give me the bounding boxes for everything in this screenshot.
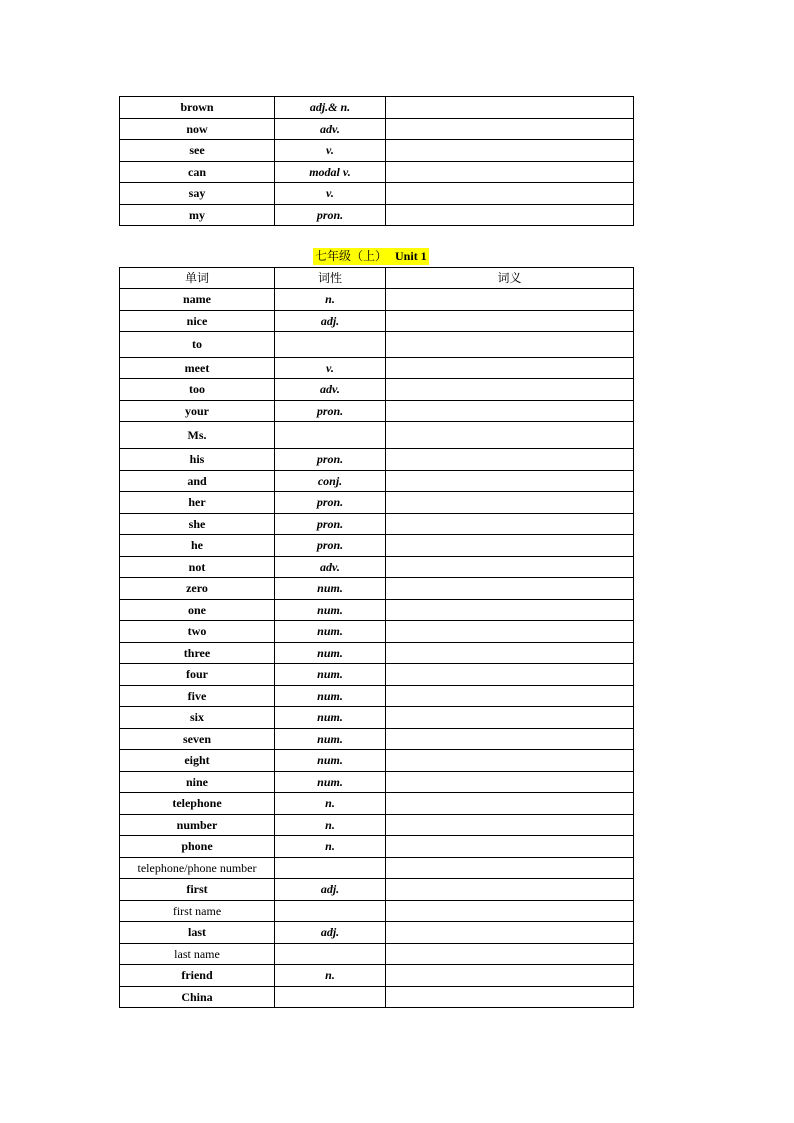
meaning-cell	[386, 140, 634, 162]
meaning-cell	[386, 901, 634, 922]
word-cell: she	[120, 514, 275, 535]
pos-cell: adj.	[275, 879, 386, 901]
word-cell: he	[120, 535, 275, 557]
word-cell: not	[120, 557, 275, 578]
table-row	[120, 664, 634, 686]
meaning-cell	[386, 750, 634, 772]
pos-cell	[275, 944, 386, 965]
meaning-cell	[386, 664, 634, 686]
word-cell: seven	[120, 729, 275, 750]
pos-cell: num.	[275, 729, 386, 750]
word-cell: and	[120, 471, 275, 492]
pos-cell: num.	[275, 750, 386, 772]
table-row	[120, 707, 634, 729]
table-row	[120, 401, 634, 422]
pos-cell: num.	[275, 772, 386, 793]
meaning-cell	[386, 578, 634, 600]
word-cell: nice	[120, 311, 275, 332]
pos-cell: n.	[275, 836, 386, 858]
table-row	[120, 858, 634, 879]
table-row	[120, 836, 634, 858]
table-row	[120, 621, 634, 643]
table-row	[120, 793, 634, 815]
table-row	[120, 901, 634, 922]
word-cell: telephone	[120, 793, 275, 815]
meaning-cell	[386, 205, 634, 226]
word-cell: say	[120, 183, 275, 205]
meaning-cell	[386, 471, 634, 492]
meaning-cell	[386, 119, 634, 140]
pos-cell: pron.	[275, 535, 386, 557]
pos-cell	[275, 858, 386, 879]
word-cell: phone	[120, 836, 275, 858]
meaning-cell	[386, 449, 634, 471]
table-row	[120, 578, 634, 600]
pos-cell: adj.	[275, 311, 386, 332]
table-row	[120, 643, 634, 664]
word-cell: four	[120, 664, 275, 686]
word-cell: his	[120, 449, 275, 471]
word-cell: number	[120, 815, 275, 836]
table-row	[120, 358, 634, 379]
meaning-cell	[386, 772, 634, 793]
meaning-cell	[386, 793, 634, 815]
table-row	[120, 449, 634, 471]
word-cell: can	[120, 162, 275, 183]
section-title	[313, 248, 429, 265]
word-cell: one	[120, 600, 275, 621]
word-cell: eight	[120, 750, 275, 772]
pos-cell	[275, 987, 386, 1008]
pos-cell: n.	[275, 815, 386, 836]
meaning-cell	[386, 422, 634, 449]
table-row	[120, 815, 634, 836]
pos-cell: num.	[275, 643, 386, 664]
word-cell: six	[120, 707, 275, 729]
meaning-cell	[386, 686, 634, 707]
meaning-cell	[386, 557, 634, 578]
word-cell: to	[120, 332, 275, 358]
word-cell: first name	[120, 901, 275, 922]
pos-cell	[275, 901, 386, 922]
table-row	[120, 922, 634, 944]
meaning-cell	[386, 621, 634, 643]
table-row	[120, 772, 634, 793]
section-title-unit: Unit 1	[395, 249, 427, 263]
word-cell: her	[120, 492, 275, 514]
meaning-cell	[386, 401, 634, 422]
meaning-cell	[386, 707, 634, 729]
vocab-table-unit1	[119, 267, 634, 1008]
word-cell: last	[120, 922, 275, 944]
table-row	[120, 535, 634, 557]
pos-cell: num.	[275, 600, 386, 621]
word-cell: five	[120, 686, 275, 707]
pos-cell: n.	[275, 965, 386, 987]
table-row	[120, 965, 634, 987]
pos-cell: pron.	[275, 205, 386, 226]
pos-cell: num.	[275, 578, 386, 600]
table-row	[120, 332, 634, 358]
word-cell: China	[120, 987, 275, 1008]
word-cell: last name	[120, 944, 275, 965]
pos-cell: adj.	[275, 922, 386, 944]
meaning-cell	[386, 836, 634, 858]
table-row	[120, 686, 634, 707]
word-cell: first	[120, 879, 275, 901]
word-cell: name	[120, 289, 275, 311]
table-row	[120, 750, 634, 772]
table-row	[120, 944, 634, 965]
word-cell: meet	[120, 358, 275, 379]
table-row	[120, 97, 634, 119]
meaning-cell	[386, 289, 634, 311]
pos-cell: pron.	[275, 492, 386, 514]
meaning-cell	[386, 358, 634, 379]
pos-cell: adj.& n.	[275, 97, 386, 119]
pos-cell: v.	[275, 140, 386, 162]
meaning-cell	[386, 332, 634, 358]
pos-cell: adv.	[275, 379, 386, 401]
word-cell: telephone/phone number	[120, 858, 275, 879]
word-cell: two	[120, 621, 275, 643]
pos-cell	[275, 422, 386, 449]
meaning-cell	[386, 97, 634, 119]
table-row	[120, 379, 634, 401]
table-header-row	[120, 268, 634, 289]
meaning-cell	[386, 987, 634, 1008]
meaning-cell	[386, 729, 634, 750]
table-row	[120, 879, 634, 901]
section-title-grade: 七年级（上）	[315, 249, 388, 263]
word-cell: now	[120, 119, 275, 140]
table-row	[120, 471, 634, 492]
pos-cell: pron.	[275, 449, 386, 471]
pos-cell: num.	[275, 621, 386, 643]
meaning-cell	[386, 922, 634, 944]
meaning-cell	[386, 858, 634, 879]
meaning-cell	[386, 944, 634, 965]
pos-cell: pron.	[275, 514, 386, 535]
word-cell: friend	[120, 965, 275, 987]
word-cell: three	[120, 643, 275, 664]
pos-cell: n.	[275, 793, 386, 815]
pos-cell: pron.	[275, 401, 386, 422]
vocab-table-top	[119, 96, 634, 226]
meaning-cell	[386, 965, 634, 987]
meaning-cell	[386, 492, 634, 514]
pos-cell: v.	[275, 358, 386, 379]
table-row	[120, 492, 634, 514]
pos-cell: num.	[275, 664, 386, 686]
table-row	[120, 205, 634, 226]
header-pos: 词性	[275, 268, 386, 289]
word-cell: zero	[120, 578, 275, 600]
word-cell: my	[120, 205, 275, 226]
meaning-cell	[386, 879, 634, 901]
header-meaning: 词义	[386, 268, 634, 289]
pos-cell: adv.	[275, 119, 386, 140]
word-cell: Ms.	[120, 422, 275, 449]
word-cell: brown	[120, 97, 275, 119]
meaning-cell	[386, 815, 634, 836]
word-cell: too	[120, 379, 275, 401]
pos-cell: num.	[275, 686, 386, 707]
meaning-cell	[386, 514, 634, 535]
table-row	[120, 729, 634, 750]
table-row	[120, 289, 634, 311]
table-row	[120, 162, 634, 183]
meaning-cell	[386, 600, 634, 621]
meaning-cell	[386, 183, 634, 205]
pos-cell: adv.	[275, 557, 386, 578]
pos-cell: n.	[275, 289, 386, 311]
table-row	[120, 422, 634, 449]
meaning-cell	[386, 535, 634, 557]
header-word: 单词	[120, 268, 275, 289]
pos-cell: v.	[275, 183, 386, 205]
table-row	[120, 557, 634, 578]
pos-cell: conj.	[275, 471, 386, 492]
table-row	[120, 119, 634, 140]
meaning-cell	[386, 643, 634, 664]
table-row	[120, 183, 634, 205]
table-row	[120, 140, 634, 162]
table-row	[120, 514, 634, 535]
meaning-cell	[386, 162, 634, 183]
pos-cell	[275, 332, 386, 358]
word-cell: your	[120, 401, 275, 422]
meaning-cell	[386, 379, 634, 401]
pos-cell: num.	[275, 707, 386, 729]
table-row	[120, 311, 634, 332]
word-cell: nine	[120, 772, 275, 793]
table-row	[120, 600, 634, 621]
meaning-cell	[386, 311, 634, 332]
word-cell: see	[120, 140, 275, 162]
table-row	[120, 987, 634, 1008]
pos-cell: modal v.	[275, 162, 386, 183]
